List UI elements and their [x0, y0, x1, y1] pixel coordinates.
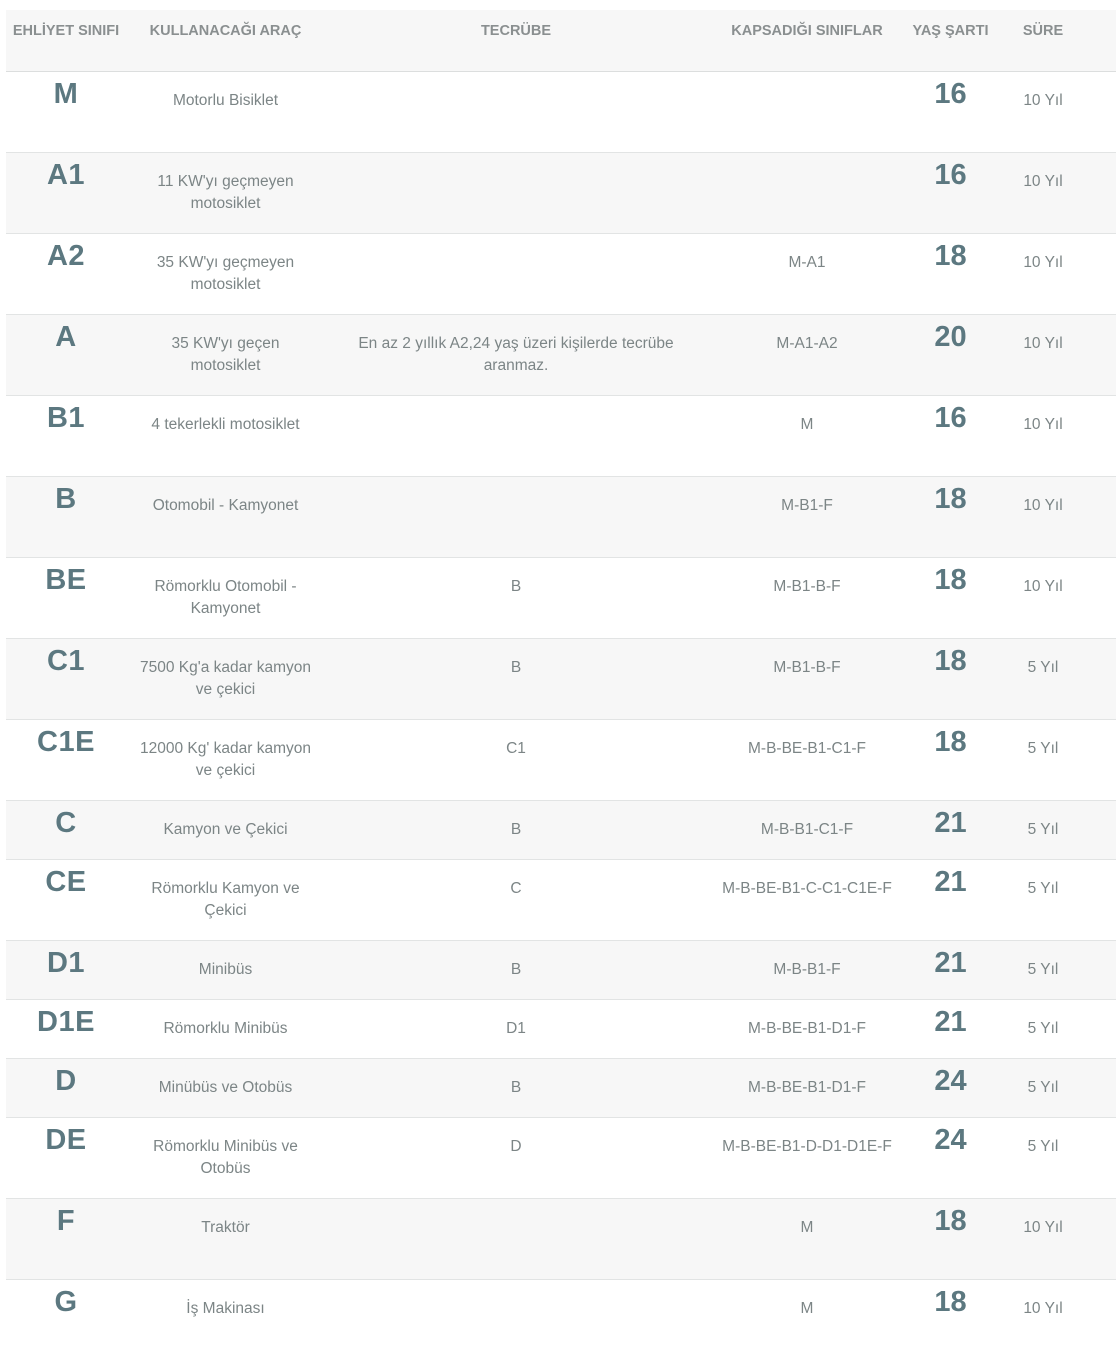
age-requirement: 21	[934, 1006, 967, 1038]
experience	[325, 396, 707, 476]
age-requirement: 18	[934, 1205, 967, 1237]
covered-classes: M-B-BE-B1-C-C1-C1E-F	[722, 880, 892, 897]
experience	[325, 1280, 707, 1361]
duration: 10 Yıl	[1023, 497, 1063, 514]
vehicle: Römorklu Kamyon ve Çekici	[151, 880, 300, 919]
license-class: F	[56, 1205, 76, 1237]
covered-classes: M	[800, 1219, 814, 1236]
table-row	[6, 801, 1116, 860]
license-class: A1	[46, 159, 86, 191]
covered-classes: M	[800, 416, 814, 433]
age-requirement: 18	[934, 1286, 967, 1318]
covered-classes: M-B1-B-F	[773, 578, 841, 595]
header-class: EHLİYET SINIFI	[12, 23, 120, 39]
table-row	[6, 234, 1116, 315]
age-requirement: 20	[934, 321, 967, 353]
duration: 5 Yıl	[1027, 1020, 1059, 1037]
covered-classes: M-A1	[788, 254, 826, 271]
experience: B	[510, 1079, 522, 1096]
table-row	[6, 396, 1116, 477]
experience: B	[510, 821, 522, 838]
vehicle: 12000 Kg' kadar kamyon ve çekici	[140, 740, 311, 779]
table-header	[6, 10, 1116, 72]
duration: 10 Yıl	[1023, 92, 1063, 109]
header-age: YAŞ ŞARTI	[912, 23, 989, 39]
duration: 5 Yıl	[1027, 1138, 1059, 1155]
age-requirement: 18	[934, 726, 967, 758]
vehicle: Römorklu Minibüs	[163, 1020, 288, 1037]
table-row	[6, 639, 1116, 720]
vehicle: Minübüs ve Otobüs	[158, 1079, 293, 1096]
license-class: C1E	[37, 726, 95, 758]
vehicle: İş Makinası	[186, 1300, 265, 1317]
header-covered: KAPSADIĞI SINIFLAR	[731, 23, 883, 39]
license-table	[6, 10, 1116, 1361]
duration: 5 Yıl	[1027, 880, 1059, 897]
header-experience: TECRÜBE	[480, 23, 552, 39]
experience	[325, 153, 707, 233]
vehicle: Otomobil - Kamyonet	[152, 497, 299, 514]
vehicle: Römorklu Otomobil - Kamyonet	[154, 578, 297, 617]
license-class: A	[55, 321, 77, 353]
table-row	[6, 1059, 1116, 1118]
table-row	[6, 1118, 1116, 1199]
license-class: CE	[45, 866, 87, 898]
license-class: M	[53, 78, 79, 110]
covered-classes: M-B-B1-C1-F	[760, 821, 854, 838]
covered-classes: M-B1-F	[781, 497, 833, 514]
experience	[325, 234, 707, 314]
experience: D	[510, 1138, 522, 1155]
table-row	[6, 477, 1116, 558]
vehicle: 7500 Kg'a kadar kamyon ve çekici	[140, 659, 311, 698]
age-requirement: 18	[934, 645, 967, 677]
license-class: D1	[46, 947, 86, 979]
covered-classes: M-B1-B-F	[773, 659, 841, 676]
vehicle: Motorlu Bisiklet	[172, 92, 279, 109]
experience: B	[510, 961, 522, 978]
license-class: D1E	[37, 1006, 95, 1038]
table-row	[6, 1280, 1116, 1361]
age-requirement: 18	[934, 240, 967, 272]
age-requirement: 16	[934, 78, 967, 110]
age-requirement: 24	[934, 1124, 967, 1156]
table-row	[6, 153, 1116, 234]
duration: 5 Yıl	[1027, 961, 1059, 978]
table-row	[6, 72, 1116, 153]
table-row	[6, 1199, 1116, 1280]
license-class: D	[55, 1065, 77, 1097]
experience: B	[510, 659, 522, 676]
age-requirement: 18	[934, 564, 967, 596]
vehicle: 4 tekerlekli motosiklet	[151, 416, 300, 433]
vehicle: Kamyon ve Çekici	[163, 821, 288, 838]
experience: C1	[506, 740, 526, 757]
license-class: DE	[45, 1124, 87, 1156]
vehicle: 35 KW'yı geçmeyen motosiklet	[156, 254, 295, 293]
table-row	[6, 558, 1116, 639]
vehicle: Römorklu Minibüs ve Otobüs	[153, 1138, 298, 1177]
license-class: B1	[46, 402, 86, 434]
vehicle: 11 KW'yı geçmeyen motosiklet	[157, 173, 294, 212]
duration: 5 Yıl	[1027, 821, 1059, 838]
covered-classes: M-B-BE-B1-C1-F	[748, 740, 866, 757]
license-class: C1	[46, 645, 86, 677]
license-class: B	[55, 483, 77, 515]
license-class: G	[54, 1286, 78, 1318]
table-row	[6, 315, 1116, 396]
covered-classes: M-B-BE-B1-D-D1-D1E-F	[722, 1138, 892, 1155]
experience	[325, 72, 707, 152]
vehicle: 35 KW'yı geçen motosiklet	[171, 335, 280, 374]
header-vehicle: KULLANACAĞI ARAÇ	[149, 23, 302, 39]
duration: 5 Yıl	[1027, 1079, 1059, 1096]
experience	[325, 1199, 707, 1279]
age-requirement: 16	[934, 159, 967, 191]
duration: 10 Yıl	[1023, 254, 1063, 271]
covered-classes: M	[800, 1300, 814, 1317]
age-requirement: 18	[934, 483, 967, 515]
license-class: A2	[46, 240, 86, 272]
covered-classes	[713, 153, 901, 233]
header-duration: SÜRE	[1022, 23, 1064, 39]
table-row	[6, 941, 1116, 1000]
age-requirement: 21	[934, 807, 967, 839]
table-row	[6, 720, 1116, 801]
covered-classes: M-B-BE-B1-D1-F	[748, 1079, 866, 1096]
experience: D1	[506, 1020, 526, 1037]
experience: En az 2 yıllık A2,24 yaş üzeri kişilerde tecrübe aranmaz.	[358, 335, 674, 374]
covered-classes	[713, 72, 901, 152]
vehicle: Minibüs	[198, 961, 253, 978]
duration: 5 Yıl	[1027, 659, 1059, 676]
vehicle: Traktör	[201, 1219, 250, 1236]
license-class: BE	[45, 564, 87, 596]
age-requirement: 21	[934, 947, 967, 979]
experience: C	[510, 880, 522, 897]
covered-classes: M-A1-A2	[776, 335, 838, 352]
duration: 10 Yıl	[1023, 1219, 1063, 1236]
age-requirement: 24	[934, 1065, 967, 1097]
age-requirement: 21	[934, 866, 967, 898]
duration: 10 Yıl	[1023, 335, 1063, 352]
experience: B	[510, 578, 522, 595]
duration: 5 Yıl	[1027, 740, 1059, 757]
age-requirement: 16	[934, 402, 967, 434]
table-row	[6, 1000, 1116, 1059]
duration: 10 Yıl	[1023, 578, 1063, 595]
covered-classes: M-B-BE-B1-D1-F	[748, 1020, 866, 1037]
duration: 10 Yıl	[1023, 173, 1063, 190]
license-class: C	[55, 807, 77, 839]
experience	[325, 477, 707, 557]
duration: 10 Yıl	[1023, 416, 1063, 433]
covered-classes: M-B-B1-F	[773, 961, 841, 978]
table-row	[6, 860, 1116, 941]
duration: 10 Yıl	[1023, 1300, 1063, 1317]
